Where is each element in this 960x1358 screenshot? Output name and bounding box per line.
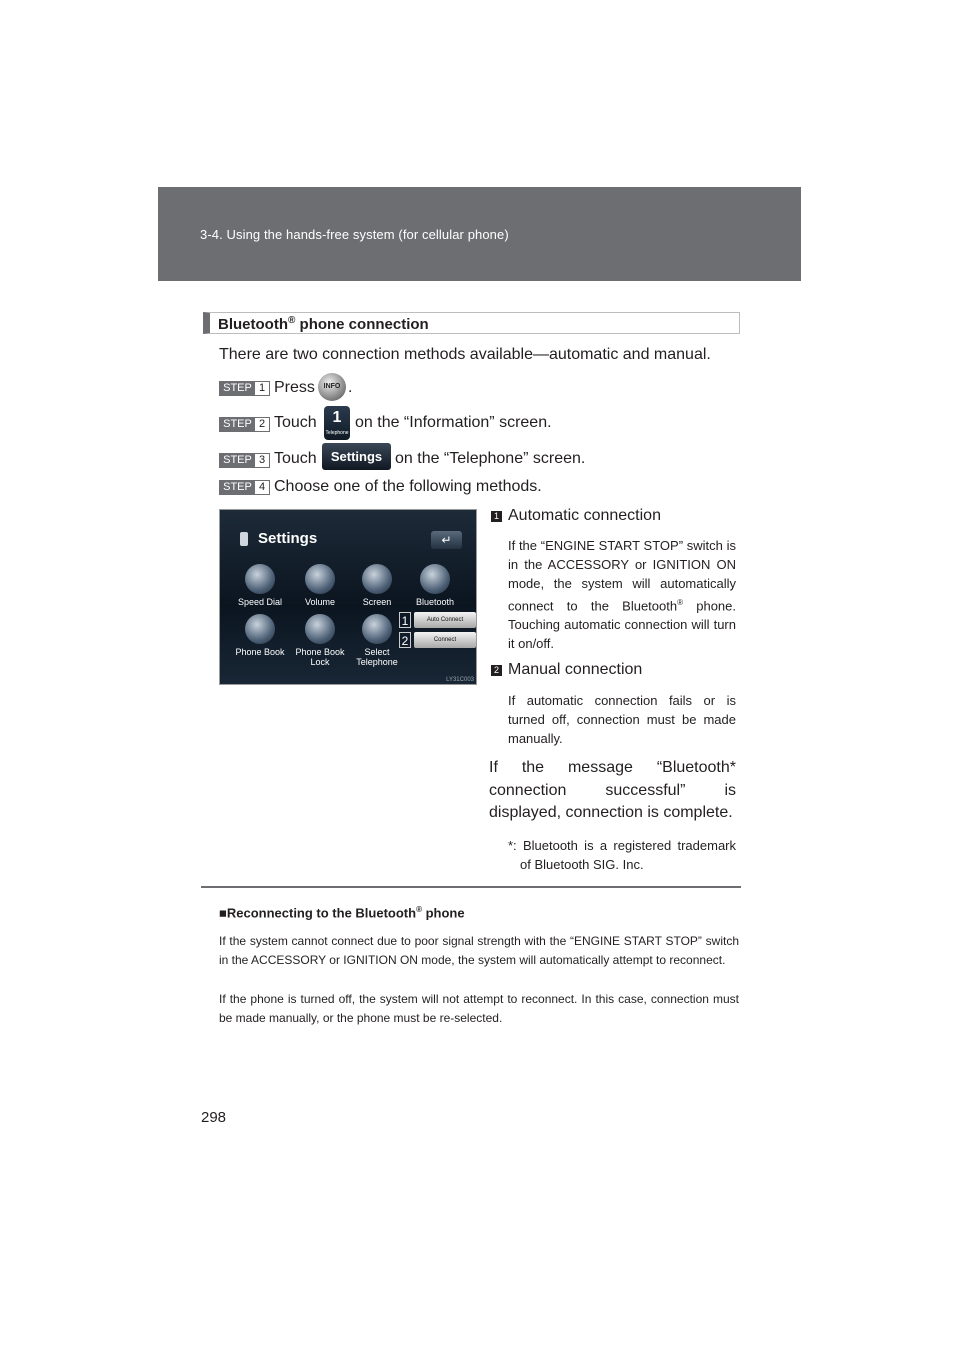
note-paragraph-1: If the system cannot connect due to poor signal strength with the “ENGINE START STOP” switch in the ACCESSORY or IGNITION ON mode, the system will automatically attempt to reconnect. xyxy=(219,934,739,967)
screen-item-label: Volume xyxy=(304,597,336,607)
bluetooth-item xyxy=(405,564,465,607)
method-1-text-a: If the “ENGINE START STOP” switch is in the ACCESSORY or IGNITION ON mode, the system will automatically connect to the Bluetooth xyxy=(508,538,736,614)
step-number: 2 xyxy=(258,418,266,430)
step-number: 4 xyxy=(258,481,266,493)
step-3-post: on the “Telephone” screen. xyxy=(395,450,586,467)
screen-item-label: Phone Book Lock xyxy=(295,647,345,667)
step-number: 1 xyxy=(258,382,266,394)
screen-icon xyxy=(362,564,392,594)
screen-item-label: Screen xyxy=(362,597,392,607)
screen-item xyxy=(347,564,407,607)
step-2-badge xyxy=(219,417,270,432)
method-1-title: Automatic connection xyxy=(508,507,661,524)
divider xyxy=(201,886,741,888)
screen-item-label: Select Telephone xyxy=(356,647,398,667)
callout-1: 1 xyxy=(399,612,411,628)
step-number: 3 xyxy=(258,454,266,466)
step-2-post: on the “Information” screen. xyxy=(355,414,552,431)
book-icon xyxy=(245,614,275,644)
note-bullet: ■ xyxy=(219,905,227,921)
section-heading-rest: phone connection xyxy=(295,316,429,333)
step-1-pre: Press xyxy=(274,379,315,396)
method-1-text xyxy=(508,536,736,653)
telephone-select-icon xyxy=(362,614,392,644)
note-heading xyxy=(219,905,465,920)
step-label: STEP xyxy=(220,418,255,431)
step-3-pre: Touch xyxy=(274,450,317,467)
screen-title: Settings xyxy=(258,530,318,547)
method-1-number: 1 xyxy=(491,511,502,522)
phone-book-lock-item xyxy=(290,614,350,667)
note-heading-rest: phone xyxy=(421,905,465,921)
lock-icon xyxy=(305,614,335,644)
note-heading-text: Reconnecting to the Bluetooth xyxy=(226,905,417,921)
chapter-title: 3-4. Using the hands-free system (for cellular phone) xyxy=(200,227,509,242)
intro-text: There are two connection methods available—automatic and manual. xyxy=(219,346,711,363)
speed-dial-item xyxy=(230,564,290,607)
registered-mark: ® xyxy=(287,315,296,326)
select-telephone-item xyxy=(347,614,407,667)
registered-mark: ® xyxy=(677,598,683,607)
step-3-badge xyxy=(219,453,270,468)
phone-icon xyxy=(240,532,248,546)
method-2-text: If automatic connection fails or is turned off, connection must be made manually. xyxy=(508,693,736,746)
step-4-text: Choose one of the following methods. xyxy=(274,478,542,495)
footnote: *: Bluetooth is a registered trademark of Bluetooth SIG. Inc. xyxy=(508,838,736,872)
method-1-text-b: phone. Touching automatic connection will turn it on/off. xyxy=(508,598,736,652)
section-heading xyxy=(203,312,740,334)
method-2-title: Manual connection xyxy=(508,661,643,678)
connect-button: Connect xyxy=(414,632,476,648)
screen-item-label: Phone Book xyxy=(235,647,285,657)
step-4-badge xyxy=(219,480,270,495)
telephone-icon: 1 Telephone xyxy=(324,406,350,440)
step-1-post: . xyxy=(348,379,353,396)
screen-item-label: Bluetooth xyxy=(415,597,455,607)
page-number: 298 xyxy=(201,1109,227,1126)
section-heading-text: Bluetooth xyxy=(218,316,288,333)
method-2-number: 2 xyxy=(491,665,502,676)
step-label: STEP xyxy=(220,454,255,467)
speed-dial-icon xyxy=(245,564,275,594)
screen-item-label: Speed Dial xyxy=(237,597,283,607)
step-label: STEP xyxy=(220,481,255,494)
registered-mark: ® xyxy=(416,905,422,914)
callout-2: 2 xyxy=(399,632,411,648)
header-band xyxy=(158,187,801,281)
image-code: LY31C003 xyxy=(446,677,474,683)
auto-connect-button: Auto Connect xyxy=(414,612,476,628)
note-paragraph-2: If the phone is turned off, the system will not attempt to reconnect. In this case, connection must be made manually, or the phone must be re-selected. xyxy=(219,992,739,1025)
settings-screen-image xyxy=(219,509,477,685)
settings-button-icon: Settings xyxy=(322,443,391,470)
bluetooth-icon xyxy=(420,564,450,594)
info-button-icon: INFO xyxy=(318,373,346,401)
step-2-pre: Touch xyxy=(274,414,317,431)
telephone-icon-label: Telephone xyxy=(325,430,349,436)
step-label: STEP xyxy=(220,382,255,395)
step-1-badge xyxy=(219,381,270,396)
return-arrow-icon: ↵ xyxy=(431,531,462,549)
volume-item xyxy=(290,564,350,607)
volume-icon xyxy=(305,564,335,594)
success-text: If the message “Bluetooth* connection successful” is displayed, connection is complete. xyxy=(489,759,736,821)
phone-book-item xyxy=(230,614,290,657)
